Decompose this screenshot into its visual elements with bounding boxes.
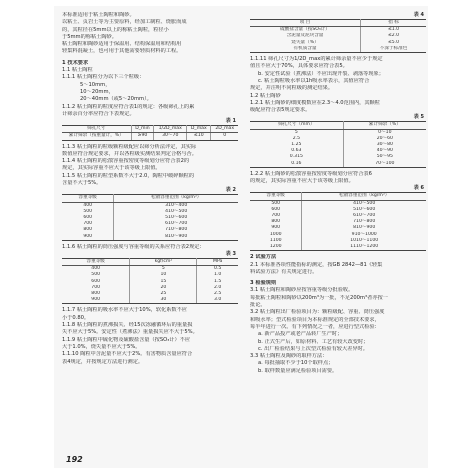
table-cell: ≥90: [131, 133, 154, 140]
text-line: 规定，并注明不同粒级的测定结果。: [250, 85, 334, 92]
table-cell: 710～800: [302, 219, 426, 225]
table-2: [62, 194, 238, 240]
table-row: [250, 161, 426, 168]
table-row: [250, 244, 426, 251]
text-line: 轻集料混凝土，也可用于其他需要轻质材料的工程。: [62, 48, 182, 55]
table-cell: ≤1.0: [361, 27, 426, 34]
table-4: [250, 19, 426, 53]
table-cell: 有机质含量: [250, 46, 361, 53]
table-cell: 910～1000: [302, 232, 426, 238]
table-header: 累计筛余（%）: [343, 122, 426, 129]
text-line: a. 每批抽取不少于10个取样点；: [258, 360, 334, 367]
table-cell: 1100: [250, 238, 302, 244]
table-cell: 610～700: [302, 213, 426, 219]
table-cell: 810～900: [302, 225, 426, 231]
table-cell: 2.5: [197, 291, 238, 297]
table-header: MPa: [197, 259, 238, 266]
table-caption: 表 1: [225, 118, 236, 125]
table-cell: 0.315: [250, 154, 343, 160]
table-cell: 1010～1100: [302, 238, 426, 244]
table-cell: 2.5: [250, 136, 343, 142]
table-cell: 400: [62, 202, 114, 209]
table-cell: ≤2.0: [361, 33, 426, 39]
text-line: 粘土陶粒和陶砂适用于保温用、结构保温用和结构用: [62, 41, 182, 48]
table-header: 松散容重范围（kg/m³）: [302, 193, 426, 200]
table-cell: 510～600: [302, 207, 426, 213]
table-cell: 50～95: [343, 154, 426, 160]
table-cell: 700: [250, 213, 302, 219]
text-line: 1.1.7 粘土陶粒的吸水率不应大于10%，软化系数不应: [62, 307, 187, 314]
table-cell: 710～800: [114, 227, 238, 233]
table-cell: 800: [250, 219, 302, 225]
intro-paragraph: [62, 12, 238, 56]
text-line: 1.1.8 粘土陶粒的煮沸损失、经15次冻融循环后的重量损: [62, 322, 193, 329]
text-line: 的，其粒径在5mm以上的称粘土陶粒，粒径小: [62, 26, 169, 33]
section-heading: 3 检验规则: [250, 280, 277, 287]
table-1: [62, 125, 238, 140]
table-header: D_max: [187, 126, 211, 133]
table-caption: 表 3: [225, 251, 236, 258]
table-cell: 900: [62, 297, 130, 304]
table-cell: 310～400: [114, 202, 238, 209]
text-line: 1.1.11 筛孔尺寸为1/2D_max的累计筛余量不应少于规定: [250, 56, 383, 63]
table-row: [250, 129, 426, 136]
table-cell: 500: [62, 209, 114, 215]
table-cell: 70～100: [343, 161, 426, 168]
table-cell: 5: [250, 129, 343, 136]
table-cell: 3.0: [197, 297, 238, 304]
text-line: 1.2.1 粘土陶砂的细度模数应在2.3～4.0范围内，其颗粒: [250, 99, 380, 106]
section-heading: 1 技术要求: [62, 59, 89, 66]
text-line: 2.1 本标准各项性能指标的测定，按GB 2842—81《轻集: [250, 261, 383, 268]
text-line: 1.1.4 粘土陶粒的松散容重按密度等级划分应符合表2的: [62, 158, 190, 165]
table-header: 容重等级: [62, 195, 114, 202]
table-cell: ≤10: [187, 133, 211, 140]
table-cell: 40～90: [343, 148, 426, 154]
table-cell: 累计筛余（按重量计，%）: [62, 133, 131, 140]
text-line: 1.1.1 粘土陶粒分为以下三个粒级：: [62, 74, 145, 81]
table-cell: 30～70: [154, 133, 187, 140]
text-line: 级配应符合表5规定要求。: [250, 107, 311, 114]
page-number: 192: [66, 455, 83, 464]
text-line: 值且不应大于70%，具体要求应符合表5。: [250, 63, 348, 70]
table-cell: ≤5.0: [361, 40, 426, 46]
text-line: a. 新产品投产或老产品转厂生产时；: [258, 331, 343, 338]
table-header: 项 目: [250, 20, 361, 27]
table-cell: 500: [62, 272, 130, 278]
text-line: 3.2 粘土陶粒出厂检验项目为：颗粒级配、容重、筒压强度: [250, 309, 385, 316]
table-caption: 表 2: [225, 187, 236, 194]
text-line: 3.3 粘土陶粒及陶砂的取样方法：: [250, 353, 328, 360]
table-cell: 900: [62, 234, 114, 241]
table-cell: 400: [62, 266, 130, 273]
text-line: 批论。: [250, 302, 266, 309]
table-caption: 表 6: [413, 185, 424, 192]
text-line: b. 安定性试验（煮沸法）不应出现开裂、剥落等现象；: [258, 70, 384, 77]
table-cell: 1000: [250, 232, 302, 238]
table-header: D_min: [131, 126, 154, 133]
subsection-heading: 1.1 粘土陶粒: [62, 67, 93, 74]
table-row: [62, 266, 238, 273]
text-line: 计筛余百分率应符合下表规定。: [62, 110, 135, 117]
table-header: 筛孔尺寸: [62, 126, 131, 133]
table-cell: 0: [211, 133, 238, 140]
table-header: 1/2D_max: [154, 126, 187, 133]
table-cell: 20: [130, 285, 197, 291]
table-6: [250, 192, 426, 251]
table-cell: 700: [62, 285, 130, 291]
text-line: 小于0.80。: [62, 314, 90, 321]
text-line: 于5mm的称粘土陶砂。: [62, 33, 117, 40]
text-line: 以粘土、页岩土等为主要原料，经加工制粒、烧胀而成: [62, 19, 187, 26]
text-line: 1.1.5 粘土陶粒的粒型系数不大于2.0，陶粒中破碎颗粒的: [62, 172, 195, 179]
text-line: 和吸水率；型式检验项目为本标准规定的全部技术要求，: [250, 316, 380, 323]
grade-item: 10～20mm，: [80, 88, 114, 95]
table-header: 容重等级: [62, 259, 130, 266]
table-cell: 800: [62, 291, 130, 297]
subsection-heading: 1.2 粘土陶砂: [250, 92, 281, 99]
table-cell: 1.0: [197, 272, 238, 278]
text-line: c. 出厂检验结果与上次型式检验有较大差异时。: [258, 345, 368, 352]
text-line: 每半年进行一次。有下列情况之一者，应进行型式检验：: [250, 323, 380, 330]
table-row: [62, 234, 238, 241]
text-line: 1.1.6 粘土陶粒的筒压强度与容重等级的关系应符合表2规定：: [62, 243, 205, 250]
table-cell: 30～80: [343, 142, 426, 148]
section-heading: 2 试验方法: [250, 254, 277, 261]
table-cell: 1110～1200: [302, 244, 426, 251]
table-header: 容重等级: [250, 193, 302, 200]
table-cell: 硫酸盐含量（按SO₃计）: [250, 27, 361, 34]
table-cell: 2.0: [197, 285, 238, 291]
table-cell: 610～700: [114, 221, 238, 227]
table-row: [250, 200, 426, 207]
text-line: 每批粘土陶粒和陶砂以200m³为一批，不足200m³者亦按一: [250, 294, 388, 301]
table-cell: 600: [62, 215, 114, 221]
text-line: 大于1.0%，烧失量不应大于5%。: [62, 343, 141, 350]
text-line: c. 粘土陶粒吸水率以1h吸水率表示，其值应符合: [258, 77, 370, 84]
table-caption: 表 4: [413, 12, 424, 18]
left-column: [62, 12, 238, 366]
grade-item: 5～10mm，: [80, 81, 111, 88]
right-column: [250, 12, 426, 375]
text-line: 规定，其实际容重不应大于该等级上限值。: [62, 165, 161, 172]
table-5: [250, 121, 426, 167]
table-cell: 410～500: [114, 209, 238, 215]
table-cell: 900: [250, 225, 302, 231]
table-header: 筛孔尺寸（mm）: [250, 122, 343, 129]
table-cell: 烧失量（%）: [250, 40, 361, 46]
table-cell: 含泥量及泥块含量: [250, 33, 361, 39]
table-cell: 410～500: [302, 200, 426, 207]
text-line: 1.1.10 陶粒中含泥量不应大于2%。有害物质含量应符合: [62, 351, 193, 358]
table-cell: 0.16: [250, 161, 343, 168]
table-row: [250, 27, 426, 34]
table-cell: 10: [130, 272, 197, 278]
table-cell: 不深于标准色: [361, 46, 426, 53]
table-row: [62, 297, 238, 304]
table-cell: 810～900: [114, 234, 238, 241]
table-cell: 500: [250, 200, 302, 207]
text-line: 1.2.2 粘土陶砂的松散容重按密度等级划分应符合表6: [250, 170, 372, 177]
table-caption: 表 5: [413, 114, 424, 121]
table-cell: 1.25: [250, 142, 343, 148]
text-line: 失不应大于5%。安定性（煮沸法）重量损失应不大于5%。: [62, 329, 198, 336]
table-cell: 5: [130, 266, 197, 273]
document-page: [54, 6, 428, 468]
table-header: 指 标: [361, 20, 426, 27]
text-line: 1.1.9 粘土陶粒中硫化物及硫酸盐含量（按SO₃计）不应: [62, 336, 191, 343]
table-cell: 25: [130, 291, 197, 297]
grade-item: 20～40mm（或5～20mm）。: [80, 96, 152, 103]
text-line: b. 正式生产后，如原材料、工艺有较大改变时；: [258, 338, 369, 345]
table-3: [62, 258, 238, 304]
text-line: 1.1.2 粘土陶粒的粒度应符合表1的规定：各级筛孔上的累: [62, 103, 195, 110]
table-row: [62, 202, 238, 209]
text-line: 1.1.3 粘土陶粒的粒级颗粒级配应以筛分析法评定，其实际: [62, 143, 197, 150]
table-row: [62, 133, 238, 140]
table-cell: 700: [62, 221, 114, 227]
table-cell: 600: [62, 279, 130, 285]
table-header: kgf/cm²: [130, 259, 197, 266]
table-cell: 1.5: [197, 279, 238, 285]
table-cell: 0.63: [250, 148, 343, 154]
text-line: 的规定，其实际容重不应大于该等级上限值。: [250, 178, 354, 185]
text-line: 料试验方法》有关规定进行。: [250, 268, 318, 275]
table-cell: 0～10: [343, 129, 426, 136]
text-line: 含量不大于5%。: [62, 180, 102, 187]
text-line: 表4规定，并按规定方法进行测定。: [62, 358, 144, 365]
table-cell: 600: [250, 207, 302, 213]
table-cell: 1200: [250, 244, 302, 251]
table-cell: 0.5: [197, 266, 238, 273]
text-line: b. 取样数量应满足检验项目需要。: [258, 367, 338, 374]
table-cell: 800: [62, 227, 114, 233]
table-cell: 20～60: [343, 136, 426, 142]
table-header: 2D_max: [211, 126, 238, 133]
text-line: 数值应符合规定要求，并以各粒级实测结果判定合格与否。: [62, 150, 197, 157]
table-cell: 510～600: [114, 215, 238, 221]
text-line: 3.1 粘土陶粒和陶砂应按容重等级分批验收。: [250, 287, 354, 294]
table-cell: 15: [130, 279, 197, 285]
table-header: 松散容重范围（kg/m³）: [114, 195, 238, 202]
table-cell: 30: [130, 297, 197, 304]
table-row: [250, 46, 426, 53]
text-line: 本标准适用于粘土陶粒和陶砂。: [62, 12, 135, 18]
